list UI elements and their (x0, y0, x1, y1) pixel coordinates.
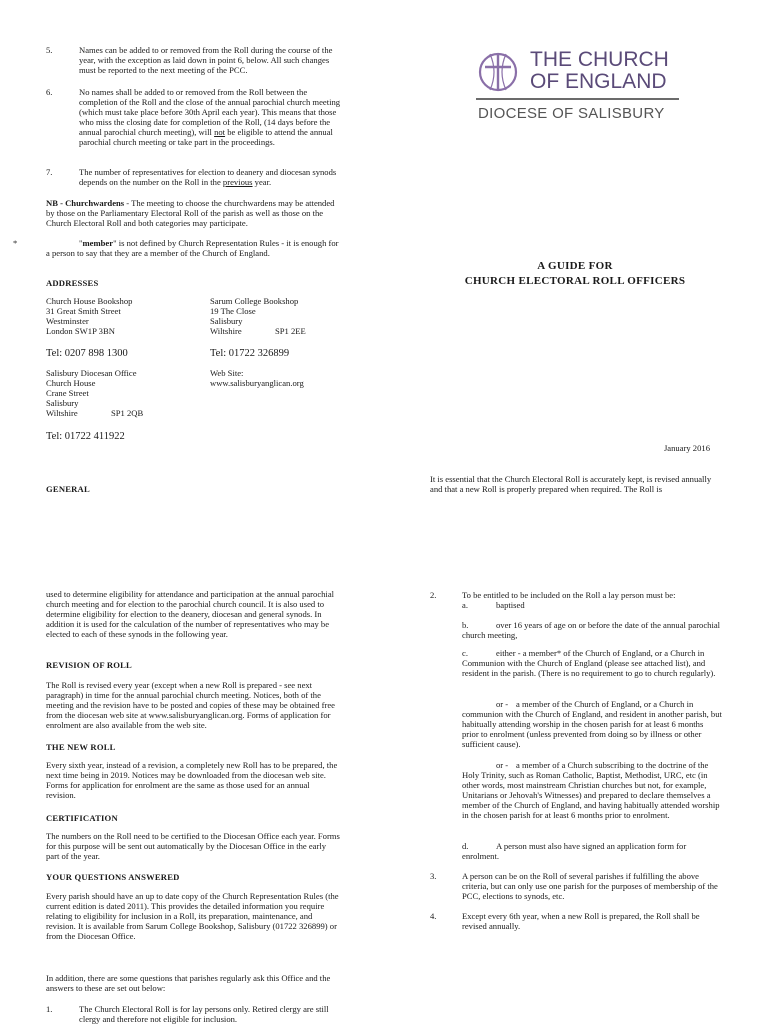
questions-addition: In addition, there are some questions that parishes regularly ask this Office and the answers to these are set out below: (46, 973, 331, 993)
website-link[interactable]: www.salisburyanglican.org (210, 378, 304, 388)
item-5-text: Names can be added to or removed from the Roll during the course of the year, with the exception as laid down in point 6, below. All such changes must be reported to the next meeting of the PCC. (79, 45, 333, 75)
general-heading: GENERAL (46, 484, 90, 494)
sarum-college-tel: Tel: 01722 326899 (210, 348, 290, 359)
cross-in-circle-icon (476, 50, 520, 94)
address-line: Wiltshire SP1 2QB (46, 408, 144, 418)
item-7-number: 7. (46, 167, 53, 177)
guide-title-line-1: A GUIDE FOR (537, 260, 613, 272)
item-a-label: a. (462, 600, 468, 610)
item-6-text: No names shall be added to or removed from the Roll between the completion of the Roll and the close of the annual parochial church meeting (which must take place before 30th April each year). This means that those who miss the closing date for completion of the Roll, (14 days before the annual parochial church meeting), will not be eligible to attend the annual parochial church meeting or take part in the proceedings. (79, 87, 341, 147)
new-roll-heading: THE NEW ROLL (46, 742, 116, 752)
q2-number: 2. (430, 590, 437, 600)
address-line: Salisbury Diocesan Office (46, 368, 137, 378)
certification-text: The numbers on the Roll need to be certified to the Diocesan Office each year. Forms for this purpose will be sent out automatically by the Diocesan Office in the early part of the year. (46, 831, 340, 861)
member-footnote: * "member" is not defined by Church Representation Rules - it is enough for a person to say that they are a member of the Church of England. (13, 238, 339, 258)
address-line: 19 The Close (210, 306, 256, 316)
guide-title-line-2: CHURCH ELECTORAL ROLL OFFICERS (464, 275, 686, 287)
item-b-label: b. (462, 620, 469, 630)
address-line: Church House (46, 378, 96, 388)
church-of-england-logo (474, 48, 684, 128)
item-or-1: or - a member of the Church of England, or a Church in communion with the Church of England, and resident in another parish, but habitually attending worship in the chosen parish for at least 6 months prior to enrolment (unless prevented from doing so by illness or other sufficient cause). (462, 699, 722, 749)
q1-number: 1. (46, 1004, 53, 1014)
church-house-bookshop-address (46, 296, 132, 336)
q3-text: A person can be on the Roll of several parishes if fulfilling the above criteria, but can only use one parish for the purposes of membership of the PCC, elections to synods, etc. (462, 871, 718, 901)
item-c-label: c. (462, 648, 468, 658)
q3-number: 3. (430, 871, 437, 881)
address-line: Salisbury (210, 316, 243, 326)
member-word: member (82, 238, 114, 248)
q4-text: Except every 6th year, when a new Roll is prepared, the Roll shall be revised annually. (462, 911, 700, 931)
item-or-2-label: or - (496, 760, 509, 770)
item-b: b. over 16 years of age on or before the date of the annual parochial church meeting, (462, 620, 721, 640)
item-or-1-label: or - (496, 699, 509, 709)
address-line: Westminster (46, 316, 89, 326)
new-roll-text: Every sixth year, instead of a revision, a completely new Roll has to be prepared, the next time being in 2019. Notices may be downloaded from the diocesan web site. Forms for application for enrolment are the same as those used for an annual revision. (46, 760, 338, 800)
address-line: Salisbury (46, 398, 79, 408)
logo-diocese: DIOCESE OF SALISBURY (478, 105, 665, 122)
guide-title (425, 259, 725, 289)
item-6-emphasis: not (214, 127, 226, 137)
revision-text: The Roll is revised every year (except when a new Roll is prepared - see next paragraph) in time for the annual parochial church meeting. Notices, both of the meeting and the revision have to be posted and copies of these may be obtained free from the diocesan web site at www.salisburyanglican.org. Forms of application for enrolment are also available from the web site. (46, 680, 335, 730)
logo-divider (476, 98, 679, 100)
item-7-text: The number of representatives for election to deanery and diocesan synods depends on the number on the Roll in the previous year. (79, 167, 337, 187)
logo-line-1: THE CHURCH (530, 48, 669, 71)
footnote-star: * (13, 238, 18, 248)
general-intro: It is essential that the Church Electoral Roll is accurately kept, is revised annually and that a new Roll is properly prepared when required. The Roll is (430, 474, 712, 494)
item-d: d. A person must also have signed an application form for enrolment. (462, 841, 687, 861)
address-line: Sarum College Bookshop (210, 296, 299, 306)
q1-text: The Church Electoral Roll is for lay persons only. Retired clergy are still clergy and therefore not eligible for inclusion. (79, 1004, 329, 1024)
logo-line-2: OF ENGLAND (530, 70, 667, 93)
item-d-label: d. (462, 841, 469, 851)
questions-text: Every parish should have an up to date copy of the Church Representation Rules (the current edition is dated 2011). This provides the detailed information you require relating to eligibility for inclusion in a Roll, its preparation, maintenance, and revision. It is available from Sarum College Bookshop, Salisbury (01722 326899) or from the Diocesan Office. (46, 891, 339, 941)
address-line: 31 Great Smith Street (46, 306, 121, 316)
sarum-college-bookshop-address (210, 296, 340, 336)
guide-date: January 2016 (663, 443, 710, 453)
questions-heading: YOUR QUESTIONS ANSWERED (46, 872, 180, 882)
church-house-tel: Tel: 0207 898 1300 (46, 348, 128, 359)
address-line: Church House Bookshop (46, 296, 133, 306)
item-7-emphasis: previous (222, 177, 253, 187)
website-block (210, 368, 304, 388)
revision-heading: REVISION OF ROLL (46, 660, 132, 670)
item-c: c. either - a member* of the Church of England, or a Church in Communion with the Church of England (please see attached list), and resident in the parish. (There is no requirement to go to church regularly). (462, 648, 716, 678)
general-continued: used to determine eligibility for attendance and participation at the annual parochial church meeting and for election to the parochial church council. It is also used to determine eligibility for election to the deanery, diocesan and general synods. In addition it is used for the calculation of the number of representatives who may be elected to each of these synods in the following year. (46, 589, 335, 639)
address-line: Crane Street (46, 388, 89, 398)
website-label: Web Site: (210, 368, 244, 378)
q2-text: To be entitled to be included on the Roll a lay person must be: (462, 590, 676, 600)
item-5-number: 5. (46, 45, 53, 55)
diocesan-office-tel: Tel: 01722 411922 (46, 431, 125, 442)
address-line: London SW1P 3BN (46, 326, 115, 336)
item-6-number: 6. (46, 87, 53, 97)
item-or-2: or - a member of a Church subscribing to the doctrine of the Holy Trinity, such as Roman Catholic, Baptist, Methodist, URC, etc (in other words, most mainstream Christian churches but not, for example, Unitarians or Jehovah's Witnesses) and prepared to declare themselves a member of the Church of England, and having habitually attended worship in the chosen parish for at least 6 months prior to enrolment. (462, 760, 720, 820)
certification-heading: CERTIFICATION (46, 813, 118, 823)
q4-number: 4. (430, 911, 437, 921)
item-a-text: baptised (496, 600, 525, 610)
address-line: Wiltshire SP1 2EE (210, 326, 306, 336)
addresses-heading: ADDRESSES (46, 278, 99, 288)
diocesan-office-address (46, 368, 196, 418)
nb-churchwardens: NB - Churchwardens - The meeting to choose the churchwardens may be attended by those on the Parliamentary Electoral Roll of the parish as well as those on the Church Electoral Roll and both categories may participate. (46, 198, 335, 228)
nb-label: NB - Churchwardens (46, 198, 125, 208)
